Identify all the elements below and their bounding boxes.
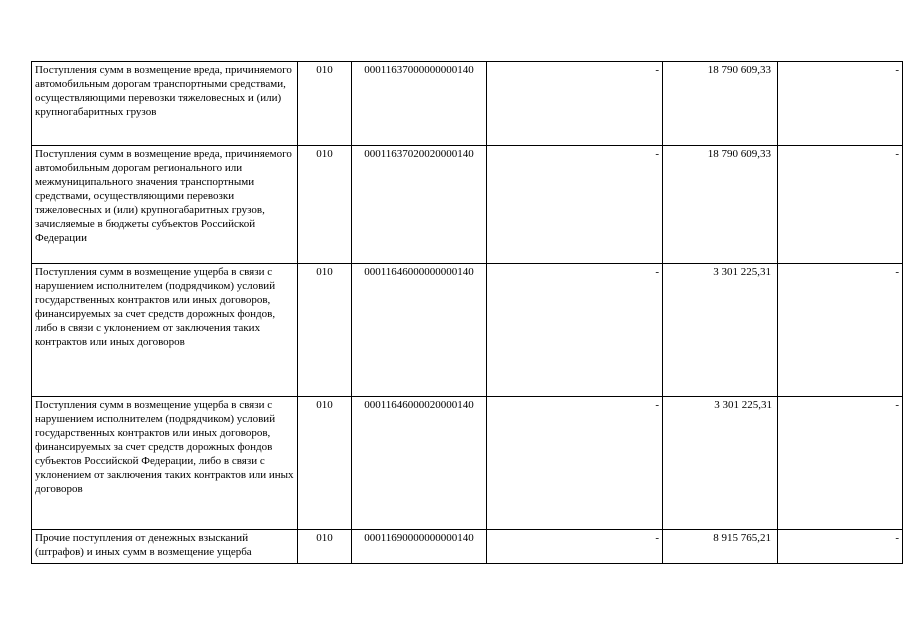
- unexecuted-value: -: [778, 146, 903, 264]
- approved-value: -: [487, 62, 663, 146]
- budget-code: 00011637000000000140: [352, 62, 487, 146]
- line-code: 010: [298, 530, 352, 564]
- approved-value: -: [487, 397, 663, 530]
- executed-value: 3 301 225,31: [663, 264, 778, 397]
- line-code: 010: [298, 146, 352, 264]
- line-code: 010: [298, 62, 352, 146]
- executed-value: 18 790 609,33: [663, 62, 778, 146]
- budget-code: 00011646000000000140: [352, 264, 487, 397]
- approved-value: -: [487, 530, 663, 564]
- budget-code: 00011690000000000140: [352, 530, 487, 564]
- approved-value: -: [487, 146, 663, 264]
- row-name: Прочие поступления от денежных взысканий (штрафов) и иных сумм в возмещение ущерба: [32, 530, 298, 564]
- row-name: Поступления сумм в возмещение вреда, причиняемого автомобильным дорогам регионального или межмуниципального значения транспортными средствами, осуществляющими перевозки тяжеловесных и (или) крупногабаритных грузов, зачисляемые в бюджеты субъектов Российской Федерации: [32, 146, 298, 264]
- executed-value: 8 915 765,21: [663, 530, 778, 564]
- row-name: Поступления сумм в возмещение ущерба в связи с нарушением исполнителем (подрядчиком) условий государственных контрактов или иных договоров, финансируемых за счет средств дорожных фондов, либо в связи с уклонением от заключения таких контрактов или иных договоров: [32, 264, 298, 397]
- table-row: [32, 264, 903, 397]
- unexecuted-value: -: [778, 397, 903, 530]
- revenue-table: [31, 61, 903, 564]
- unexecuted-value: -: [778, 530, 903, 564]
- line-code: 010: [298, 397, 352, 530]
- budget-code: 00011646000020000140: [352, 397, 487, 530]
- table-row: [32, 146, 903, 264]
- table-row: [32, 530, 903, 564]
- line-code: 010: [298, 264, 352, 397]
- unexecuted-value: -: [778, 62, 903, 146]
- executed-value: 3 301 225,31: [663, 397, 778, 530]
- row-name: Поступления сумм в возмещение вреда, причиняемого автомобильным дорогам транспортными средствами, осуществляющими перевозки тяжеловесных и (или) крупногабаритных грузов: [32, 62, 298, 146]
- table-row: [32, 397, 903, 530]
- approved-value: -: [487, 264, 663, 397]
- executed-value: 18 790 609,33: [663, 146, 778, 264]
- row-name: Поступления сумм в возмещение ущерба в связи с нарушением исполнителем (подрядчиком) условий государственных контрактов или иных договоров, финансируемых за счет средств дорожных фондов субъектов Российской Федерации, либо в связи с уклонением от заключения таких контрактов или иных договоров: [32, 397, 298, 530]
- unexecuted-value: -: [778, 264, 903, 397]
- budget-code: 00011637020020000140: [352, 146, 487, 264]
- table-row: [32, 62, 903, 146]
